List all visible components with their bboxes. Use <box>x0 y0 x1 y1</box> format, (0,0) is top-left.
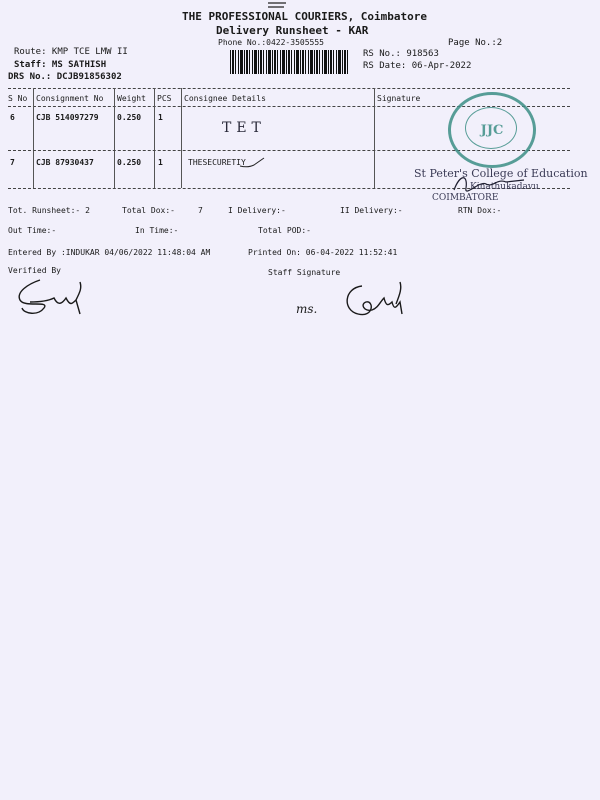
company-title: THE PROFESSIONAL COURIERS, Coimbatore <box>182 10 428 23</box>
col-header-weight: Weight <box>117 94 146 103</box>
rtn-dox: RTN Dox:- <box>458 206 502 215</box>
col-divider <box>374 88 375 188</box>
i-delivery: I Delivery:- <box>228 206 286 215</box>
in-time: In Time:- <box>135 226 179 235</box>
college-place: Kinathukadavu <box>470 182 539 192</box>
staff-signature-prefix: ms. <box>296 302 318 316</box>
verified-by-label: Verified By <box>8 266 61 275</box>
route-label: Route: KMP TCE LMW II <box>14 47 128 57</box>
table-top-rule <box>8 88 570 89</box>
table-row-consignment: CJB 87930437 <box>36 158 94 167</box>
col-divider <box>181 88 182 188</box>
college-seal <box>448 92 536 168</box>
table-row-consignment: CJB 514097279 <box>36 113 99 122</box>
table-row-sno: 7 <box>10 158 15 167</box>
table-row-sno: 6 <box>10 113 15 122</box>
col-divider <box>114 88 115 188</box>
table-row-pcs: 1 <box>158 158 163 167</box>
ii-delivery: II Delivery:- <box>340 206 403 215</box>
verifier-signature <box>10 278 90 320</box>
total-dox-label: Total Dox:- <box>122 206 175 215</box>
handwritten-consignee: TET <box>222 120 266 136</box>
table-row-weight: 0.250 <box>117 158 142 167</box>
college-name: St Peter's College of Education <box>414 167 588 180</box>
runsheet-subtitle: Delivery Runsheet - KAR <box>216 24 369 37</box>
staff-signature-label: Staff Signature <box>268 268 341 277</box>
col-header-pcs: PCS <box>157 94 172 103</box>
out-time: Out Time:- <box>8 226 57 235</box>
rs-date: RS Date: 06-Apr-2022 <box>363 61 472 71</box>
page-number: Page No.:2 <box>448 38 503 48</box>
col-header-consignment: Consignment No <box>36 94 104 103</box>
phone-number: Phone No.:0422-3505555 <box>218 38 324 47</box>
header-scribble <box>266 0 290 10</box>
table-row-weight: 0.250 <box>117 113 142 122</box>
col-divider <box>33 88 34 188</box>
table-row-pcs: 1 <box>158 113 163 122</box>
col-header-signature: Signature <box>377 94 421 103</box>
barcode <box>230 50 348 74</box>
total-dox-value: 7 <box>198 206 203 215</box>
staff-label: Staff: MS SATHISH <box>14 60 107 70</box>
college-city: COIMBATORE <box>432 193 499 203</box>
col-header-consignee: Consignee Details <box>184 94 266 103</box>
drs-number: DRS No.: DCJB91856302 <box>8 72 122 82</box>
seal-center: JJC <box>480 123 504 138</box>
staff-signature <box>322 280 412 322</box>
rs-number: RS No.: 918563 <box>363 49 439 59</box>
col-divider <box>154 88 155 188</box>
stamp-signature <box>450 170 530 200</box>
col-header-sno: S No <box>8 94 28 103</box>
entered-by: Entered By :INDUKAR 04/06/2022 11:48:04 AM <box>8 248 211 257</box>
table-row-consignee: THESECURETIY <box>188 158 246 167</box>
total-pod: Total POD:- <box>258 226 311 235</box>
total-runsheet: Tot. Runsheet:- 2 <box>8 206 90 215</box>
printed-on: Printed On: 06-04-2022 11:52:41 <box>248 248 398 257</box>
check-mark <box>238 156 268 172</box>
